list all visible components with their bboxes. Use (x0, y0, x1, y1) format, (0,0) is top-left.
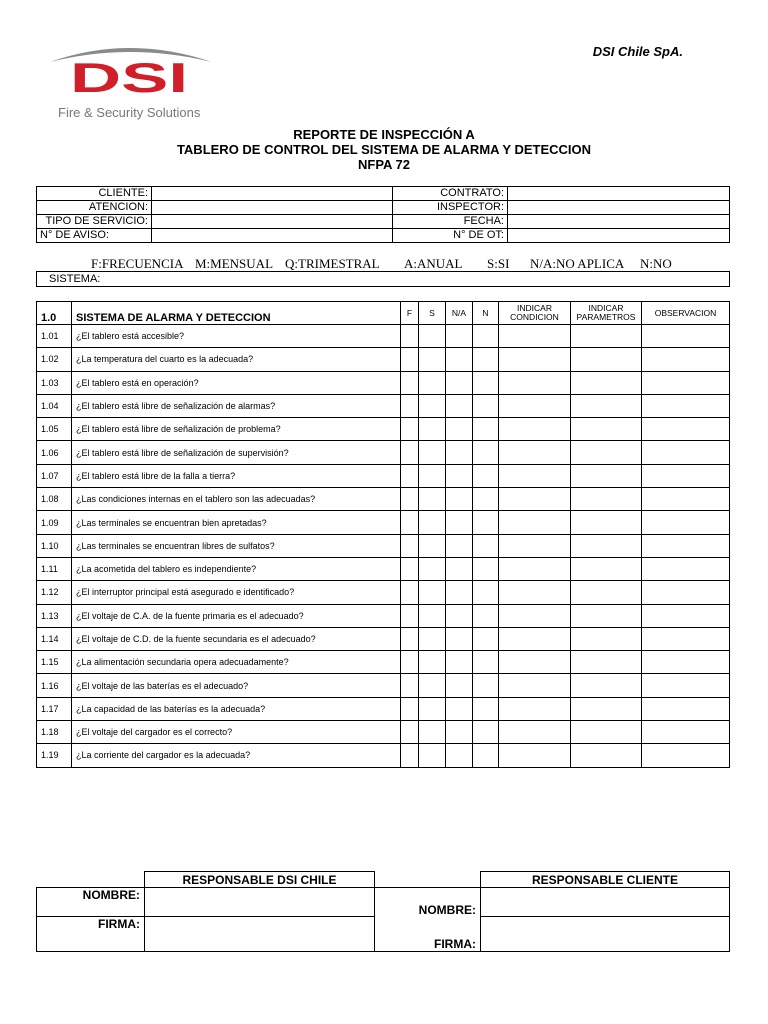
table-row (37, 697, 730, 720)
cell-f[interactable] (401, 394, 419, 417)
cell-observacion[interactable] (642, 581, 730, 604)
report-title-line-3: NFPA 72 (357, 157, 410, 172)
cell-parametros[interactable] (571, 604, 642, 627)
item-question: ¿La capacidad de las baterías es la adecuada? (72, 697, 401, 720)
cell-observacion[interactable] (642, 697, 730, 720)
cell-condicion[interactable] (499, 371, 571, 394)
item-number: 1.19 (37, 744, 72, 767)
cell-na[interactable] (446, 581, 473, 604)
legend-si: S:SI (487, 256, 510, 271)
cell-parametros[interactable] (571, 744, 642, 767)
cell-s[interactable] (419, 464, 446, 487)
col-header-s: S (419, 302, 446, 325)
table-row (37, 418, 730, 441)
inspector-field[interactable] (508, 201, 730, 215)
item-question: ¿La temperatura del cuarto es la adecuada? (72, 348, 401, 371)
table-row (37, 651, 730, 674)
cell-n[interactable] (473, 534, 499, 557)
cell-condicion[interactable] (499, 394, 571, 417)
legend-frecuencia: F:FRECUENCIA (91, 256, 184, 271)
cell-f[interactable] (401, 557, 419, 580)
cell-na[interactable] (446, 534, 473, 557)
item-number: 1.13 (37, 604, 72, 627)
cell-observacion[interactable] (642, 627, 730, 650)
cell-condicion[interactable] (499, 464, 571, 487)
table-row (37, 371, 730, 394)
item-question: ¿La alimentación secundaria opera adecuadamente? (72, 651, 401, 674)
cell-na[interactable] (446, 418, 473, 441)
responsable-dsi-title: RESPONSABLE DSI CHILE (145, 872, 375, 888)
cell-f[interactable] (401, 581, 419, 604)
legend-anual: A:ANUAL (404, 256, 463, 271)
report-title-line-1: REPORTE DE INSPECCIÓN A (293, 127, 475, 142)
legend-mensual: M:MENSUAL (195, 256, 274, 271)
col-header-f: F (401, 302, 419, 325)
contrato-field[interactable] (508, 187, 730, 201)
cliente-field[interactable] (152, 187, 393, 201)
cell-condicion[interactable] (499, 604, 571, 627)
cell-n[interactable] (473, 674, 499, 697)
cliente-nombre-label: NOMBRE: (375, 888, 481, 917)
cell-na[interactable] (446, 674, 473, 697)
cell-parametros[interactable] (571, 464, 642, 487)
fecha-field[interactable] (508, 215, 730, 229)
cell-f[interactable] (401, 534, 419, 557)
cell-condicion[interactable] (499, 557, 571, 580)
cell-s[interactable] (419, 744, 446, 767)
cell-n[interactable] (473, 627, 499, 650)
item-question: ¿Las condiciones internas en el tablero son las adecuadas? (72, 488, 401, 511)
cell-na[interactable] (446, 464, 473, 487)
cell-condicion[interactable] (499, 348, 571, 371)
item-number: 1.05 (37, 418, 72, 441)
cell-parametros[interactable] (571, 441, 642, 464)
checklist-table (36, 301, 730, 768)
cell-f[interactable] (401, 744, 419, 767)
cell-n[interactable] (473, 651, 499, 674)
cell-na[interactable] (446, 441, 473, 464)
item-number: 1.16 (37, 674, 72, 697)
cell-f[interactable] (401, 651, 419, 674)
cell-observacion[interactable] (642, 651, 730, 674)
legend-trimestral: Q:TRIMESTRAL (285, 256, 380, 271)
cell-na[interactable] (446, 627, 473, 650)
cell-na[interactable] (446, 371, 473, 394)
cell-f[interactable] (401, 325, 419, 348)
cell-condicion[interactable] (499, 325, 571, 348)
cell-f[interactable] (401, 674, 419, 697)
table-row (37, 348, 730, 371)
cell-condicion[interactable] (499, 651, 571, 674)
contrato-label: CONTRATO: (393, 187, 508, 201)
item-number: 1.08 (37, 488, 72, 511)
cell-observacion[interactable] (642, 325, 730, 348)
item-number: 1.10 (37, 534, 72, 557)
aviso-field[interactable] (152, 229, 393, 243)
table-row (37, 721, 730, 744)
signature-table (36, 871, 730, 952)
cell-observacion[interactable] (642, 348, 730, 371)
table-row (37, 604, 730, 627)
col-header-condicion: INDICAR CONDICION (499, 302, 571, 325)
item-number: 1.01 (37, 325, 72, 348)
cell-n[interactable] (473, 441, 499, 464)
cell-na[interactable] (446, 557, 473, 580)
item-question: ¿El interruptor principal está asegurado e identificado? (72, 581, 401, 604)
responsable-cliente-title: RESPONSABLE CLIENTE (481, 872, 730, 888)
col-header-observacion: OBSERVACION (642, 302, 730, 325)
tipo-servicio-field[interactable] (152, 215, 393, 229)
cell-na[interactable] (446, 348, 473, 371)
cell-condicion[interactable] (499, 697, 571, 720)
cell-n[interactable] (473, 348, 499, 371)
cell-f[interactable] (401, 697, 419, 720)
item-number: 1.14 (37, 627, 72, 650)
item-question: ¿El tablero está en operación? (72, 371, 401, 394)
table-row (37, 488, 730, 511)
cell-parametros[interactable] (571, 394, 642, 417)
cell-n[interactable] (473, 464, 499, 487)
cell-n[interactable] (473, 511, 499, 534)
cell-n[interactable] (473, 721, 499, 744)
cell-parametros[interactable] (571, 581, 642, 604)
col-header-parametros: INDICAR PARAMETROS (571, 302, 642, 325)
cell-n[interactable] (473, 604, 499, 627)
cell-f[interactable] (401, 511, 419, 534)
table-row (37, 464, 730, 487)
item-question: ¿El tablero está libre de señalización de supervisión? (72, 441, 401, 464)
logo-tagline: Fire & Security Solutions (58, 105, 201, 120)
cell-parametros[interactable] (571, 721, 642, 744)
atencion-field[interactable] (152, 201, 393, 215)
cell-n[interactable] (473, 557, 499, 580)
cell-n[interactable] (473, 697, 499, 720)
cell-f[interactable] (401, 721, 419, 744)
cell-na[interactable] (446, 325, 473, 348)
aviso-label: N° DE AVISO: (37, 229, 152, 243)
cell-n[interactable] (473, 325, 499, 348)
cell-n[interactable] (473, 418, 499, 441)
item-question: ¿El tablero está accesible? (72, 325, 401, 348)
table-row (37, 557, 730, 580)
cliente-label: CLIENTE: (37, 187, 152, 201)
cell-na[interactable] (446, 697, 473, 720)
cell-s[interactable] (419, 511, 446, 534)
cell-n[interactable] (473, 488, 499, 511)
cell-observacion[interactable] (642, 394, 730, 417)
cell-f[interactable] (401, 627, 419, 650)
cell-s[interactable] (419, 604, 446, 627)
cell-parametros[interactable] (571, 674, 642, 697)
cell-na[interactable] (446, 488, 473, 511)
table-row (37, 394, 730, 417)
cell-condicion[interactable] (499, 488, 571, 511)
cell-f[interactable] (401, 418, 419, 441)
cell-na[interactable] (446, 721, 473, 744)
sistema-label: SISTEMA: (49, 273, 101, 285)
section-title: SISTEMA DE ALARMA Y DETECCION (72, 302, 401, 325)
cell-parametros[interactable] (571, 418, 642, 441)
cell-condicion[interactable] (499, 418, 571, 441)
item-number: 1.06 (37, 441, 72, 464)
table-row (37, 511, 730, 534)
dsi-firma-field[interactable] (145, 917, 375, 952)
cliente-firma-label: FIRMA: (375, 917, 481, 952)
cell-s[interactable] (419, 418, 446, 441)
cell-s[interactable] (419, 627, 446, 650)
cell-s[interactable] (419, 394, 446, 417)
cell-parametros[interactable] (571, 557, 642, 580)
report-title-line-2: TABLERO DE CONTROL DEL SISTEMA DE ALARMA Y DETECCION (176, 142, 592, 157)
cell-f[interactable] (401, 441, 419, 464)
sistema-field[interactable] (36, 271, 730, 287)
logo-letters: DSI (70, 54, 188, 101)
table-row (37, 674, 730, 697)
item-number: 1.17 (37, 697, 72, 720)
cell-condicion[interactable] (499, 534, 571, 557)
cell-s[interactable] (419, 557, 446, 580)
item-question: ¿La acometida del tablero es independiente? (72, 557, 401, 580)
cell-parametros[interactable] (571, 511, 642, 534)
cell-observacion[interactable] (642, 534, 730, 557)
section-number: 1.0 (37, 302, 72, 325)
cell-observacion[interactable] (642, 721, 730, 744)
cell-observacion[interactable] (642, 674, 730, 697)
cell-parametros[interactable] (571, 371, 642, 394)
cell-observacion[interactable] (642, 557, 730, 580)
cell-na[interactable] (446, 651, 473, 674)
item-question: ¿El voltaje del cargador es el correcto? (72, 721, 401, 744)
cell-f[interactable] (401, 464, 419, 487)
cell-na[interactable] (446, 511, 473, 534)
item-question: ¿El voltaje de las baterías es el adecuado? (72, 674, 401, 697)
item-number: 1.02 (37, 348, 72, 371)
ot-field[interactable] (508, 229, 730, 243)
item-question: ¿Las terminales se encuentran libres de sulfatos? (72, 534, 401, 557)
cell-s[interactable] (419, 697, 446, 720)
item-number: 1.04 (37, 394, 72, 417)
cell-f[interactable] (401, 348, 419, 371)
cell-observacion[interactable] (642, 604, 730, 627)
item-number: 1.07 (37, 464, 72, 487)
cell-condicion[interactable] (499, 581, 571, 604)
cell-condicion[interactable] (499, 627, 571, 650)
fecha-label: FECHA: (393, 215, 508, 229)
cell-parametros[interactable] (571, 348, 642, 371)
dsi-nombre-label: NOMBRE: (37, 888, 145, 917)
cell-parametros[interactable] (571, 534, 642, 557)
cell-s[interactable] (419, 325, 446, 348)
item-question: ¿La corriente del cargador es la adecuada? (72, 744, 401, 767)
item-number: 1.09 (37, 511, 72, 534)
legend-no: N:NO (640, 256, 672, 271)
ot-label: N° DE OT: (393, 229, 508, 243)
cell-condicion[interactable] (499, 674, 571, 697)
cell-observacion[interactable] (642, 511, 730, 534)
cell-observacion[interactable] (642, 488, 730, 511)
company-name: DSI Chile SpA. (592, 44, 683, 59)
cell-condicion[interactable] (499, 744, 571, 767)
cell-observacion[interactable] (642, 371, 730, 394)
cell-observacion[interactable] (642, 464, 730, 487)
cell-n[interactable] (473, 744, 499, 767)
table-row (37, 627, 730, 650)
cell-na[interactable] (446, 744, 473, 767)
cell-condicion[interactable] (499, 721, 571, 744)
cliente-nombre-field[interactable] (481, 888, 730, 917)
legend-no-aplica: N/A:NO APLICA (530, 256, 625, 271)
checklist-header-row (37, 302, 730, 325)
cell-parametros[interactable] (571, 627, 642, 650)
cell-n[interactable] (473, 394, 499, 417)
item-question: ¿El voltaje de C.D. de la fuente secundaria es el adecuado? (72, 627, 401, 650)
cell-parametros[interactable] (571, 325, 642, 348)
cell-observacion[interactable] (642, 744, 730, 767)
col-header-n: N (473, 302, 499, 325)
item-number: 1.15 (37, 651, 72, 674)
cell-condicion[interactable] (499, 441, 571, 464)
cell-na[interactable] (446, 394, 473, 417)
cell-f[interactable] (401, 604, 419, 627)
cliente-firma-field[interactable] (481, 917, 730, 952)
cell-n[interactable] (473, 371, 499, 394)
cell-parametros[interactable] (571, 488, 642, 511)
item-number: 1.18 (37, 721, 72, 744)
dsi-logo (44, 40, 219, 125)
cell-observacion[interactable] (642, 418, 730, 441)
cell-na[interactable] (446, 604, 473, 627)
item-question: ¿El tablero está libre de señalización de problema? (72, 418, 401, 441)
table-row (37, 744, 730, 767)
info-table (36, 186, 730, 243)
table-row (37, 441, 730, 464)
table-row (37, 581, 730, 604)
cell-n[interactable] (473, 581, 499, 604)
cell-s[interactable] (419, 534, 446, 557)
cell-condicion[interactable] (499, 511, 571, 534)
cell-s[interactable] (419, 371, 446, 394)
table-row (37, 325, 730, 348)
cell-parametros[interactable] (571, 651, 642, 674)
dsi-firma-label: FIRMA: (37, 917, 145, 952)
item-number: 1.03 (37, 371, 72, 394)
cell-parametros[interactable] (571, 697, 642, 720)
cell-s[interactable] (419, 488, 446, 511)
table-row (37, 534, 730, 557)
item-question: ¿El voltaje de C.A. de la fuente primaria es el adecuado? (72, 604, 401, 627)
cell-s[interactable] (419, 721, 446, 744)
dsi-nombre-field[interactable] (145, 888, 375, 917)
cell-s[interactable] (419, 348, 446, 371)
tipo-servicio-label: TIPO DE SERVICIO: (37, 215, 152, 229)
inspector-label: INSPECTOR: (393, 201, 508, 215)
item-number: 1.12 (37, 581, 72, 604)
atencion-label: ATENCION: (37, 201, 152, 215)
item-question: ¿Las terminales se encuentran bien apretadas? (72, 511, 401, 534)
cell-f[interactable] (401, 371, 419, 394)
item-number: 1.11 (37, 557, 72, 580)
cell-f[interactable] (401, 488, 419, 511)
col-header-na: N/A (446, 302, 473, 325)
cell-s[interactable] (419, 441, 446, 464)
cell-s[interactable] (419, 581, 446, 604)
item-question: ¿El tablero está libre de la falla a tierra? (72, 464, 401, 487)
item-question: ¿El tablero está libre de señalización de alarmas? (72, 394, 401, 417)
cell-s[interactable] (419, 674, 446, 697)
cell-observacion[interactable] (642, 441, 730, 464)
cell-s[interactable] (419, 651, 446, 674)
